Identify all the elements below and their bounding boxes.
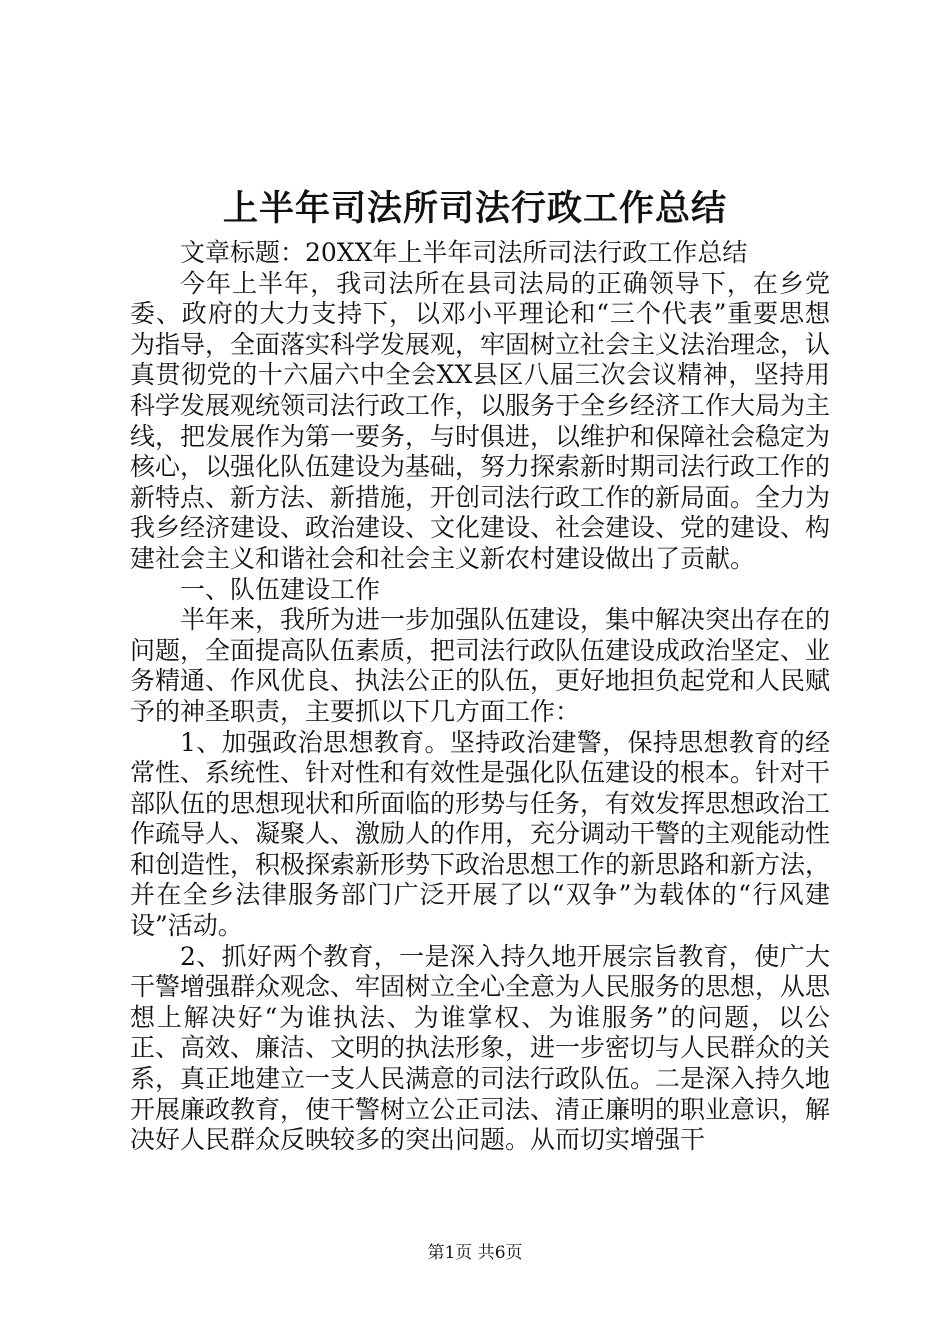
team-building-paragraph: 半年来，我所为进一步加强队伍建设，集中解决突出存在的问题，全面提高队伍素质，把司法行政队伍建设成政治坚定、业务精通、作风优良、执法公正的队伍，更好地担负起党和人民赋予的神圣职责，主要抓以下几方面工作：: [130, 605, 831, 726]
page-number: 第1页 共6页: [427, 1243, 523, 1263]
section-heading-team-building: 一、队伍建设工作: [180, 574, 381, 604]
intro-paragraph: 今年上半年，我司法所在县司法局的正确领导下，在乡党委、政府的大力支持下，以邓小平理论和“三个代表”重要思想为指导，全面落实科学发展观，牢固树立社会主义法治理念，认真贯彻党的十六届六中全会XX县区八届三次会议精神，坚持用科学发展观统领司法行政工作，以服务于全乡经济工作大局为主线，把发展作为第一要务，与时俱进，以维护和保障社会稳定为核心，以强化队伍建设为基础，努力探索新时期司法行政工作的新特点、新方法、新措施，开创司法行政工作的新局面。全力为我乡经济建设、政治建设、文化建设、社会建设、党的建设、构建社会主义和谐社会和社会主义新农村建设做出了贡献。: [130, 268, 831, 573]
document-title: 上半年司法所司法行政工作总结: [222, 188, 727, 229]
article-heading-line: 文章标题：20XX年上半年司法所司法行政工作总结: [180, 238, 748, 267]
item-1-paragraph: 1、加强政治思想教育。坚持政治建警，保持思想教育的经常性、系统性、针对性和有效性是强化队伍建设的根本。针对干部队伍的思想现状和所面临的形势与任务，有效发挥思想政治工作疏导人、凝聚人、激励人的作用，充分调动干警的主观能动性和创造性，积极探索新形势下政治思想工作的新思路和新方法，并在全乡法律服务部门广泛开展了以“双争”为载体的“行风建设”活动。: [130, 727, 831, 941]
item-2-paragraph: 2、抓好两个教育，一是深入持久地开展宗旨教育，使广大干警增强群众观念、牢固树立全心全意为人民服务的思想，从思想上解决好“为谁执法、为谁掌权、为谁服务”的问题，以公正、高效、廉洁、文明的执法形象，进一步密切与人民群众的关系，真正地建立一支人民满意的司法行政队伍。二是深入持久地开展廉政教育，使干警树立公正司法、清正廉明的职业意识，解决好人民群众反映较多的突出问题。从而切实增强干: [130, 941, 831, 1155]
document-body: [130, 238, 830, 1156]
